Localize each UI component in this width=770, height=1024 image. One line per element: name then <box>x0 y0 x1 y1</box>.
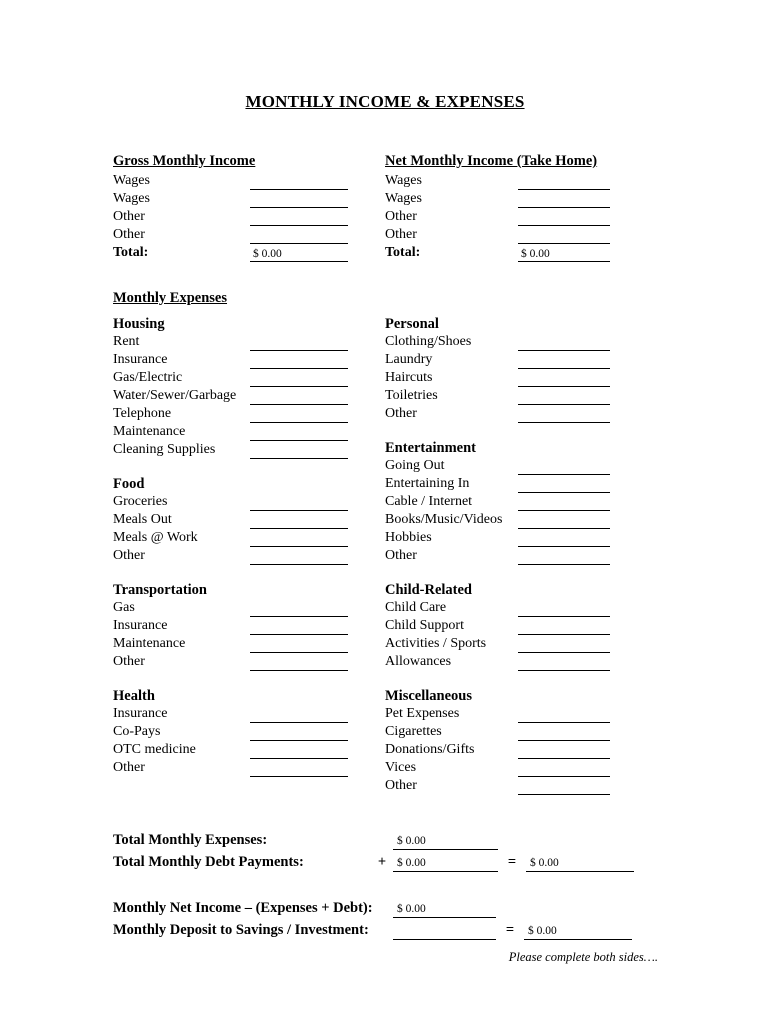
group-heading-child-related: Child-Related <box>385 582 472 598</box>
expenses-plus-debt-sum-input[interactable]: $ 0.00 <box>526 855 634 872</box>
transportation-other-input[interactable] <box>250 656 348 671</box>
row-label: Insurance <box>113 352 168 367</box>
row-label: Other <box>385 778 417 793</box>
health-other-row <box>113 759 361 777</box>
housing-rent-row <box>113 333 361 351</box>
row-label: Child Care <box>385 600 447 615</box>
health-insurance-input[interactable] <box>250 708 348 723</box>
monthly-net-income-input[interactable]: $ 0.00 <box>393 901 496 918</box>
net-wages-input-1[interactable] <box>518 175 610 190</box>
entertainment-cable-internet-input[interactable] <box>518 496 610 511</box>
row-label: OTC medicine <box>113 742 196 757</box>
child-allowances-row <box>385 653 633 671</box>
row-label: Child Support <box>385 618 464 633</box>
row-label: Water/Sewer/Garbage <box>113 388 237 403</box>
housing-insurance-row <box>113 351 361 369</box>
personal-clothing-shoes-row <box>385 333 633 351</box>
total-monthly-debt-row <box>113 850 658 872</box>
row-label: Wages <box>113 191 150 206</box>
net-total-row <box>385 244 633 262</box>
row-label: Other <box>113 209 145 224</box>
group-heading-health: Health <box>113 688 155 704</box>
row-label: Meals @ Work <box>113 530 198 545</box>
group-heading-miscellaneous: Miscellaneous <box>385 688 472 704</box>
housing-telephone-row <box>113 405 361 423</box>
housing-insurance-input[interactable] <box>250 354 348 369</box>
child-care-input[interactable] <box>518 602 610 617</box>
row-label: Gas/Electric <box>113 370 183 385</box>
net-other-row-1 <box>385 208 633 226</box>
group-heading-housing: Housing <box>113 316 165 332</box>
misc-pet-expenses-row <box>385 705 633 723</box>
row-label: Telephone <box>113 406 172 421</box>
net-total-input[interactable]: $ 0.00 <box>518 247 610 262</box>
row-label: Total: <box>113 245 149 260</box>
personal-laundry-row <box>385 351 633 369</box>
personal-haircuts-row <box>385 369 633 387</box>
child-support-row <box>385 617 633 635</box>
monthly-expenses-heading: Monthly Expenses <box>113 290 228 306</box>
gross-other-input-1[interactable] <box>250 211 348 226</box>
transportation-insurance-input[interactable] <box>250 620 348 635</box>
expenses-right-column <box>385 315 633 795</box>
entertainment-entertaining-in-input[interactable] <box>518 478 610 493</box>
row-label: Other <box>385 548 417 563</box>
net-other-row-2 <box>385 226 633 244</box>
food-meals-out-input[interactable] <box>250 514 348 529</box>
row-label: Haircuts <box>385 370 433 385</box>
row-label: Co-Pays <box>113 724 161 739</box>
entertainment-books-music-videos-row <box>385 511 633 529</box>
entertainment-hobbies-row <box>385 529 633 547</box>
housing-maintenance-row <box>113 423 361 441</box>
gross-total-input[interactable]: $ 0.00 <box>250 247 348 262</box>
row-label: Insurance <box>113 618 168 633</box>
personal-toiletries-row <box>385 387 633 405</box>
plus-operator: + <box>377 854 387 870</box>
totals-section <box>113 830 658 940</box>
health-copays-row <box>113 723 361 741</box>
row-label: Activities / Sports <box>385 636 487 651</box>
entertainment-going-out-row <box>385 457 633 475</box>
gross-other-row-1 <box>113 208 361 226</box>
monthly-net-income-label: Monthly Net Income – (Expenses + Debt): <box>113 900 373 916</box>
row-label: Other <box>385 227 417 242</box>
misc-cigarettes-row <box>385 723 633 741</box>
gross-income-heading: Gross Monthly Income <box>113 153 256 169</box>
entertainment-other-input[interactable] <box>518 550 610 565</box>
entertainment-cable-internet-row <box>385 493 633 511</box>
food-other-input[interactable] <box>250 550 348 565</box>
row-label: Total: <box>385 245 421 260</box>
misc-donations-gifts-input[interactable] <box>518 744 610 759</box>
gross-wages-row-1 <box>113 172 361 190</box>
net-other-input-2[interactable] <box>518 229 610 244</box>
health-copays-input[interactable] <box>250 726 348 741</box>
child-activities-sports-input[interactable] <box>518 638 610 653</box>
total-monthly-debt-input[interactable]: $ 0.00 <box>393 855 498 872</box>
gross-total-row <box>113 244 361 262</box>
monthly-deposit-label: Monthly Deposit to Savings / Investment: <box>113 922 369 938</box>
gross-wages-input-1[interactable] <box>250 175 348 190</box>
row-label: Toiletries <box>385 388 438 403</box>
net-wages-input-2[interactable] <box>518 193 610 208</box>
row-label: Other <box>113 227 145 242</box>
row-label: Maintenance <box>113 636 186 651</box>
monthly-expenses-heading-wrap <box>113 289 361 309</box>
row-label: Pet Expenses <box>385 706 460 721</box>
housing-water-sewer-garbage-input[interactable] <box>250 390 348 405</box>
row-label: Going Out <box>385 458 445 473</box>
transportation-maintenance-row <box>113 635 361 653</box>
row-label: Entertaining In <box>385 476 470 491</box>
personal-haircuts-input[interactable] <box>518 372 610 387</box>
food-groceries-input[interactable] <box>250 496 348 511</box>
transportation-insurance-row <box>113 617 361 635</box>
row-label: Clothing/Shoes <box>385 334 472 349</box>
housing-water-sewer-garbage-row <box>113 387 361 405</box>
row-label: Vices <box>385 760 417 775</box>
monthly-deposit-result-input[interactable]: $ 0.00 <box>524 923 632 940</box>
transportation-maintenance-input[interactable] <box>250 638 348 653</box>
row-label: Allowances <box>385 654 452 669</box>
personal-other-row <box>385 405 633 423</box>
total-monthly-expenses-input[interactable]: $ 0.00 <box>393 833 498 850</box>
page-title: MONTHLY INCOME & EXPENSES <box>245 92 525 111</box>
net-other-input-1[interactable] <box>518 211 610 226</box>
health-other-input[interactable] <box>250 762 348 777</box>
health-otc-medicine-input[interactable] <box>250 744 348 759</box>
row-label: Insurance <box>113 706 168 721</box>
row-label: Wages <box>385 191 422 206</box>
personal-laundry-input[interactable] <box>518 354 610 369</box>
entertainment-hobbies-input[interactable] <box>518 532 610 547</box>
row-label: Other <box>385 406 417 421</box>
housing-maintenance-input[interactable] <box>250 426 348 441</box>
net-income-section <box>385 152 633 262</box>
group-heading-personal: Personal <box>385 316 439 332</box>
equals-operator-2: = <box>505 922 515 938</box>
net-wages-row-2 <box>385 190 633 208</box>
gross-income-section <box>113 152 361 262</box>
row-label: Groceries <box>113 494 168 509</box>
child-allowances-input[interactable] <box>518 656 610 671</box>
housing-cleaning-supplies-input[interactable] <box>250 444 348 459</box>
total-monthly-debt-label: Total Monthly Debt Payments: <box>113 854 304 870</box>
misc-other-row <box>385 777 633 795</box>
misc-pet-expenses-input[interactable] <box>518 708 610 723</box>
row-label: Gas <box>113 600 135 615</box>
row-label: Other <box>113 654 145 669</box>
group-heading-entertainment: Entertainment <box>385 440 477 456</box>
total-monthly-expenses-label: Total Monthly Expenses: <box>113 832 268 848</box>
health-otc-medicine-row <box>113 741 361 759</box>
row-label: Other <box>385 209 417 224</box>
food-groceries-row <box>113 493 361 511</box>
housing-gas-electric-input[interactable] <box>250 372 348 387</box>
housing-gas-electric-row <box>113 369 361 387</box>
group-heading-transportation: Transportation <box>113 582 207 598</box>
entertainment-books-music-videos-input[interactable] <box>518 514 610 529</box>
row-label: Laundry <box>385 352 433 367</box>
misc-cigarettes-input[interactable] <box>518 726 610 741</box>
gross-wages-row-2 <box>113 190 361 208</box>
row-label: Donations/Gifts <box>385 742 475 757</box>
row-label: Cleaning Supplies <box>113 442 216 457</box>
personal-other-input[interactable] <box>518 408 610 423</box>
row-label: Other <box>113 760 145 775</box>
housing-telephone-input[interactable] <box>250 408 348 423</box>
total-monthly-expenses-row <box>113 830 658 850</box>
row-label: Cable / Internet <box>385 494 473 509</box>
equals-operator: = <box>507 854 517 870</box>
food-meals-at-work-input[interactable] <box>250 532 348 547</box>
row-label: Wages <box>113 173 150 188</box>
footnote: Please complete both sides…. <box>508 950 658 964</box>
transportation-other-row <box>113 653 361 671</box>
row-label: Hobbies <box>385 530 432 545</box>
monthly-net-income-row <box>113 898 658 918</box>
row-label: Cigarettes <box>385 724 442 739</box>
child-support-input[interactable] <box>518 620 610 635</box>
child-activities-sports-row <box>385 635 633 653</box>
row-label: Meals Out <box>113 512 172 527</box>
transportation-gas-input[interactable] <box>250 602 348 617</box>
group-heading-food: Food <box>113 476 145 492</box>
net-income-heading: Net Monthly Income (Take Home) <box>385 153 598 169</box>
gross-wages-input-2[interactable] <box>250 193 348 208</box>
housing-rent-input[interactable] <box>250 336 348 351</box>
monthly-deposit-row <box>113 918 658 940</box>
personal-clothing-shoes-input[interactable] <box>518 336 610 351</box>
misc-donations-gifts-row <box>385 741 633 759</box>
gross-other-row-2 <box>113 226 361 244</box>
housing-cleaning-supplies-row <box>113 441 361 459</box>
row-label: Other <box>113 548 145 563</box>
food-meals-out-row <box>113 511 361 529</box>
monthly-deposit-input[interactable] <box>393 923 496 940</box>
misc-vices-input[interactable] <box>518 762 610 777</box>
misc-vices-row <box>385 759 633 777</box>
net-wages-row-1 <box>385 172 633 190</box>
personal-toiletries-input[interactable] <box>518 390 610 405</box>
gross-other-input-2[interactable] <box>250 229 348 244</box>
misc-other-input[interactable] <box>518 780 610 795</box>
row-label: Rent <box>113 334 140 349</box>
entertainment-going-out-input[interactable] <box>518 460 610 475</box>
row-label: Books/Music/Videos <box>385 512 503 527</box>
row-label: Wages <box>385 173 422 188</box>
health-insurance-row <box>113 705 361 723</box>
expenses-left-column <box>113 315 361 777</box>
entertainment-other-row <box>385 547 633 565</box>
row-label: Maintenance <box>113 424 186 439</box>
transportation-gas-row <box>113 599 361 617</box>
food-meals-at-work-row <box>113 529 361 547</box>
child-care-row <box>385 599 633 617</box>
food-other-row <box>113 547 361 565</box>
entertainment-entertaining-in-row <box>385 475 633 493</box>
